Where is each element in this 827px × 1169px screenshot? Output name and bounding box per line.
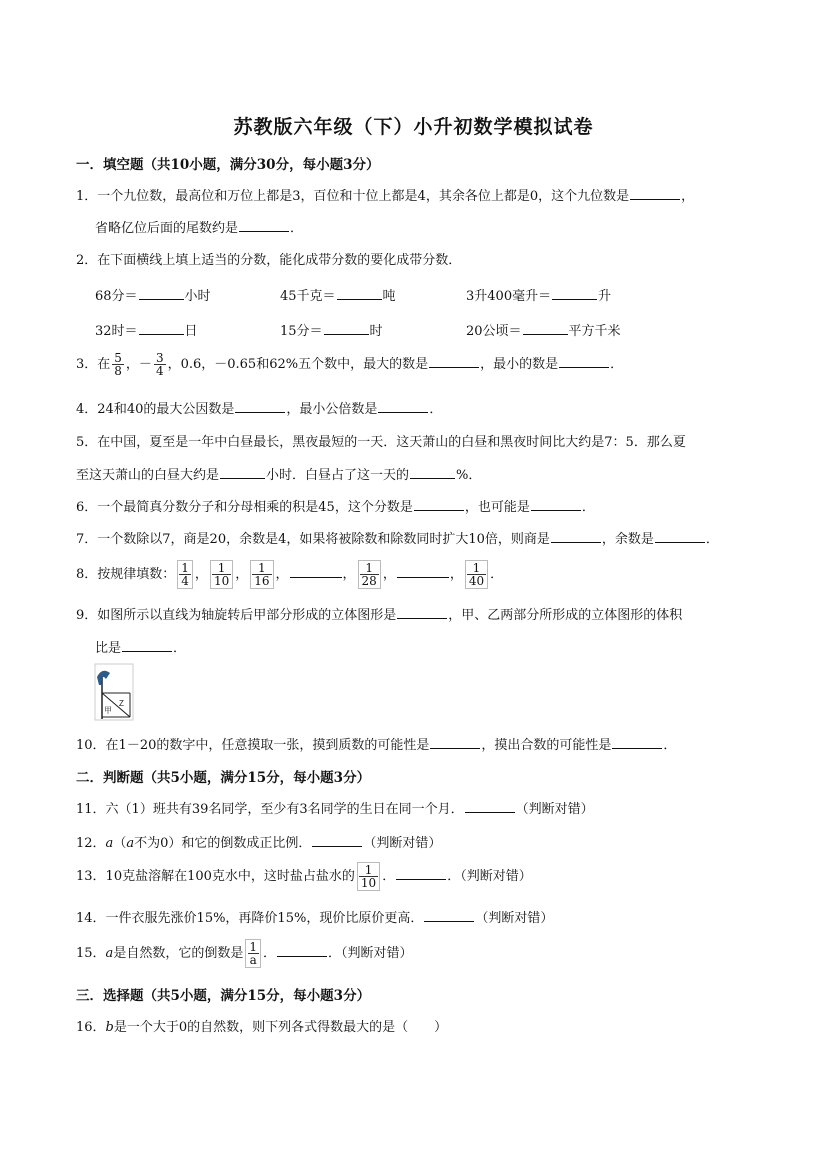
fraction: $\frac{3}{4}$ bbox=[155, 351, 164, 378]
answer-blank[interactable] bbox=[378, 411, 428, 413]
question-11: 11．六（1）班共有39名同学，至少有3名同学的生日在同一个月． （判断对错） bbox=[76, 802, 594, 817]
question-9-line-1: 9．如图所示以直线为轴旋转后甲部分形成的立体图形是 ，甲、乙两部分所形成的立体图形的体积 bbox=[76, 608, 683, 623]
answer-blank[interactable] bbox=[397, 576, 449, 578]
section-fill-in-header: 一．填空题（共10小题，满分30分，每小题3分） bbox=[76, 157, 380, 173]
answer-blank[interactable] bbox=[612, 747, 662, 749]
question-13: 13．10克盐溶解在100克水中，这时盐占盐水的 $\frac{1}{10}$ ． ．（判断对错） bbox=[76, 863, 532, 890]
question-1-line-2: 省略亿位后面的尾数约是 ． bbox=[95, 221, 304, 236]
answer-blank[interactable] bbox=[424, 920, 474, 922]
fraction: $\frac{1}{a}$ bbox=[245, 939, 261, 968]
question-7: 7．一个数除以7，商是20，余数是4，如果将被除数和除数同时扩大10倍，则商是 ，余数是 ． bbox=[76, 532, 719, 547]
answer-blank[interactable] bbox=[655, 541, 705, 543]
question-15: 15．a是自然数，它的倒数是 $\frac{1}{a}$ ． ．（判断对错） bbox=[76, 940, 413, 967]
answer-blank[interactable] bbox=[630, 198, 680, 200]
answer-blank[interactable] bbox=[410, 477, 455, 479]
answer-blank[interactable] bbox=[429, 366, 479, 368]
answer-blank[interactable] bbox=[277, 955, 327, 957]
answer-blank[interactable] bbox=[324, 333, 369, 335]
fraction: $\frac{1}{28}$ bbox=[358, 560, 381, 589]
section-true-false-header: 二．判断题（共5小题，满分15分，每小题3分） bbox=[76, 770, 371, 786]
question-5-line-2: 至这天萧山的白昼大约是 小时．白昼占了这一天的 %． bbox=[76, 468, 482, 483]
question-8: 8．按规律填数： $\frac{1}{4}$ ， $\frac{1}{10}$ ， $\frac{1}{16}$ ， ， $\frac{1}{28}$ ， ， $\frac{1}{40}$ ． bbox=[76, 561, 504, 588]
answer-blank[interactable] bbox=[397, 617, 447, 619]
fraction: $\frac{1}{10}$ bbox=[357, 862, 380, 891]
question-3: 3．在 $\frac{5}{8}$ ，－ $\frac{3}{4}$ ，0.6，－0.65和62%五个数中，最大的数是 ，最小的数是 ． bbox=[76, 351, 624, 378]
answer-blank[interactable] bbox=[396, 878, 446, 880]
fraction: $\frac{1}{4}$ bbox=[177, 560, 193, 589]
answer-blank[interactable] bbox=[290, 576, 342, 578]
section-multiple-choice-header: 三．选择题（共5小题，满分15分，每小题3分） bbox=[76, 988, 371, 1004]
answer-blank[interactable] bbox=[430, 747, 480, 749]
answer-blank[interactable] bbox=[559, 366, 609, 368]
answer-blank[interactable] bbox=[139, 333, 184, 335]
fraction: $\frac{1}{40}$ bbox=[465, 560, 488, 589]
question-16: 16．b是一个大于0的自然数，则下列各式得数最大的是（ ） bbox=[76, 1020, 448, 1035]
question-2-text: 2．在下面横线上填上适当的分数，能化成带分数的要化成带分数． bbox=[76, 253, 462, 268]
fraction: $\frac{5}{8}$ bbox=[114, 351, 122, 378]
question-9-line-2: 比是 ． bbox=[95, 641, 187, 656]
answer-blank[interactable] bbox=[552, 298, 597, 300]
svg-text:甲: 甲 bbox=[104, 706, 112, 715]
answer-blank[interactable] bbox=[235, 411, 285, 413]
answer-blank[interactable] bbox=[551, 541, 601, 543]
page-title: 苏教版六年级（下）小升初数学模拟试卷 bbox=[233, 116, 594, 138]
question-12: 12．a（a不为0）和它的倒数成正比例． （判断对错） bbox=[76, 836, 442, 851]
exam-page: 苏教版六年级（下）小升初数学模拟试卷 一．填空题（共10小题，满分30分，每小题3分） 1．一个九位数，最高位和万位上都是3，百位和十位上都是4，其余各位上都是0，这个九位数是 ， 省略亿位后面的尾数约是 ． 2．在下面横线上填上适当的分数，能化成带分数的要化成带分数． 68分＝ 小时 45千克＝ 吨 3升400毫升＝ 升 32时＝ 日 15分＝ 时 20公顷＝ 平方千米 3．在 $\frac{5}{8}$ ，－ $\frac{3}{4}$ ，0.6，－0.65和62%五个数中，最大的数是 ，最小的数是 ． 4．24和40的最大公因数是 ，最小公倍数是 ． 5．在中国，夏至是一年中白昼最长，黑夜最短的一天．这天萧山的白昼和黑夜时间比大约是7：5．那么夏 至这天萧山的白昼大约是 小时．白昼占了这一天的 %． 6．一个最简真分数分子和分母相乘的积是45，这个分数是 ，也可能是 ． 7．一个数除以7，商是20，余数是4，如果将被除数和除数同时扩大10倍，则商是 ，余数是 ． 8．按规律填数： $\frac{1}{4}$ ， $\frac{1}{10}$ ， $\frac{1}{16}$ ， ， $\frac{1}{28}$ ， ， $\frac{1}{40}$ ． 9．如图所示以直线为轴旋转后甲部分形成的立体图形是 ，甲、乙两部分所形成的立体图形的体积 比是 ． 甲 Z 10．在1－20的数字中，任意摸取一张，摸到质数的可能性是 ，摸出合数的可能性是 ． 二．判断题（共5小题，满分15分，每小题3分） 11．六（1）班共有39名同学，至少有3名同学的生日在同一个月． （判断对错） 12．a（a不为0）和它的倒数成正比例． （判断对错） 13．10克盐溶解在100克水中，这时盐占盐水的 $\frac{1}{10}$ ． ．（判断对错） 14．一件衣服先涨价15%，再降价15%，现价比原价更高． （判断对错） 15．a是自然数，它的倒数是 $\frac{1}{a}$ ． ．（判断对错） 三．选择题（共5小题，满分15分，每小题3分） 16．b是一个大于0的自然数，则下列各式得数最大的是（ ） bbox=[0, 0, 827, 1169]
rotation-figure bbox=[94, 663, 134, 721]
answer-blank[interactable] bbox=[465, 811, 515, 813]
fraction: $\frac{1}{10}$ bbox=[210, 560, 233, 589]
question-4: 4．24和40的最大公因数是 ，最小公倍数是 ． bbox=[76, 402, 443, 417]
answer-blank[interactable] bbox=[239, 230, 289, 232]
answer-blank[interactable] bbox=[220, 477, 265, 479]
answer-blank[interactable] bbox=[139, 298, 184, 300]
question-5-line-1: 5．在中国，夏至是一年中白昼最长，黑夜最短的一天．这天萧山的白昼和黑夜时间比大约是7：5．那么夏 bbox=[76, 435, 686, 450]
answer-blank[interactable] bbox=[312, 845, 362, 847]
question-10: 10．在1－20的数字中，任意摸取一张，摸到质数的可能性是 ，摸出合数的可能性是 ． bbox=[76, 738, 677, 753]
fraction: $\frac{1}{16}$ bbox=[250, 560, 273, 589]
answer-blank[interactable] bbox=[523, 333, 568, 335]
question-14: 14．一件衣服先涨价15%，再降价15%，现价比原价更高． （判断对错） bbox=[76, 911, 554, 926]
answer-blank[interactable] bbox=[337, 298, 382, 300]
answer-blank[interactable] bbox=[531, 509, 581, 511]
question-6: 6．一个最简真分数分子和分母相乘的积是45，这个分数是 ，也可能是 ． bbox=[76, 500, 595, 515]
answer-blank[interactable] bbox=[414, 509, 464, 511]
question-1-line-1: 1．一个九位数，最高位和万位上都是3，百位和十位上都是4，其余各位上都是0，这个九位数是 ， bbox=[76, 189, 695, 204]
svg-text:Z: Z bbox=[119, 699, 124, 708]
answer-blank[interactable] bbox=[122, 650, 172, 652]
